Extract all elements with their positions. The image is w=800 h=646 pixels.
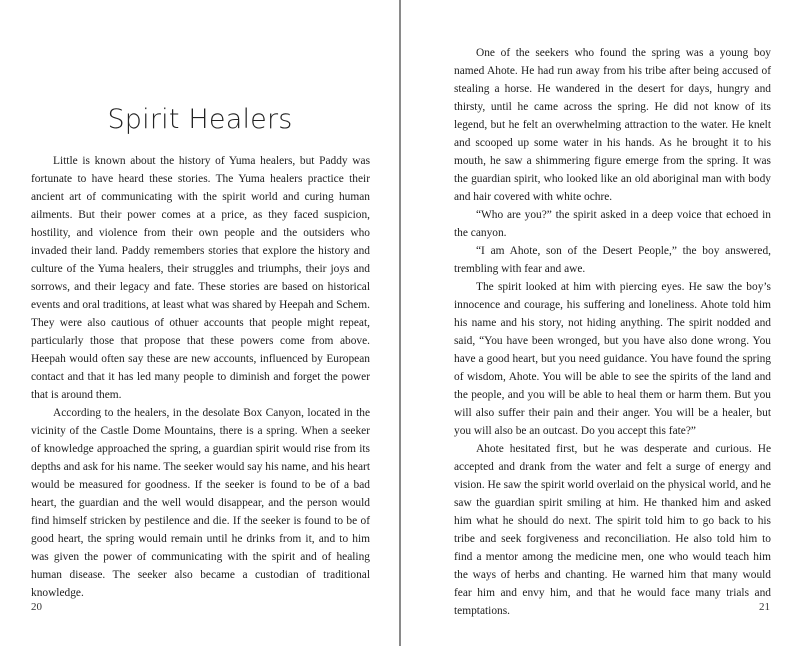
right-page	[401, 0, 800, 646]
page-number: 21	[759, 601, 770, 613]
left-page-text	[31, 152, 370, 602]
chapter-title: Spirit Healers	[107, 104, 293, 135]
right-page-text	[454, 44, 771, 620]
paragraph: Ahote hesitated first, but he was desperate and curious. He accepted and drank from the water and felt a surge of energy and vision. He saw the spirit world overlaid on the physical world, and he saw the guardian spirit smiling at him. He thanked him and asked him what he should do next. The spirit told him to go back to his tribe and seek forgiveness and reconciliation. He also told him to find a mentor among the medicine men, one who would teach him the ways of herbs and chanting. He warned him that many would fear him and envy him, and that he would face many trials and temptations.	[454, 443, 771, 617]
paragraph: “Who are you?” the spirit asked in a deep voice that echoed in the canyon.	[454, 209, 771, 239]
paragraph: Little is known about the history of Yuma healers, but Paddy was fortunate to have heard these stories. The Yuma healers practice their ancient art of communicating with the spirit world and curing human ailments. But their power comes at a price, as they faced suspicion, hostility, and violence from their own people and the outsiders who invaded their land. Paddy remembers stories that explore the history and culture of the Yuma healers, their struggles and triumphs, their joys and sorrows, and their legacy and fate. These stories are based on historical events and oral traditions, at least what was shared by Heepah and Schem. They were also cautious of othuer accounts that people might repeat, particularly those that propose that these powers come from above. Heepah would often say these are new accounts, influenced by European contact and that it has led many people to diminish and forget the power that is around them.	[31, 155, 370, 401]
paragraph: “I am Ahote, son of the Desert People,” the boy answered, trembling with fear and awe.	[454, 245, 771, 275]
paragraph: According to the healers, in the desolate Box Canyon, located in the vicinity of the Castle Dome Mountains, there is a spring. When a seeker of knowledge approached the spring, a guardian spirit would rise from its depths and ask for his name. The seeker would say his name, and his heart would be measured for goodness. If the seeker is found to be of a bad heart, the guardian and the well would disappear, and the person would find himself stricken by pestilence and die. If the seeker is found to be of good heart, the spring would remain until he drinks from it, and to him was given the power of communicating with the spirit and of healing human disease. The seeker also became a custodian of traditional knowledge.	[31, 407, 370, 599]
page-number: 20	[31, 601, 42, 613]
paragraph: One of the seekers who found the spring was a young boy named Ahote. He had run away from his tribe after being accused of stealing a horse. He wandered in the desert for days, hungry and thirsty, until he came across the spring. He did not know of its legend, but he felt an overwhelming attraction to the water. He knelt and scooped up some water in his hands. As he brought it to his mouth, he saw a shimmering figure emerge from the spring. It was the guardian spirit, who looked like an old aboriginal man with body and hair covered with white ochre.	[454, 47, 771, 203]
paragraph: The spirit looked at him with piercing eyes. He saw the boy’s innocence and courage, his suffering and loneliness. Ahote told him his name and his story, not hiding anything. The spirit nodded and said, “You have been wronged, but you have also done wrong. You have a good heart, but you need guidance. You have found the spring of wisdom, Ahote. You will be able to see the spirits of the land and the people, and you will be able to heal them or harm them. But you will also suffer their pain and their anger. You will be a healer, but you will also be an outcast. Do you accept this fate?”	[454, 281, 771, 437]
